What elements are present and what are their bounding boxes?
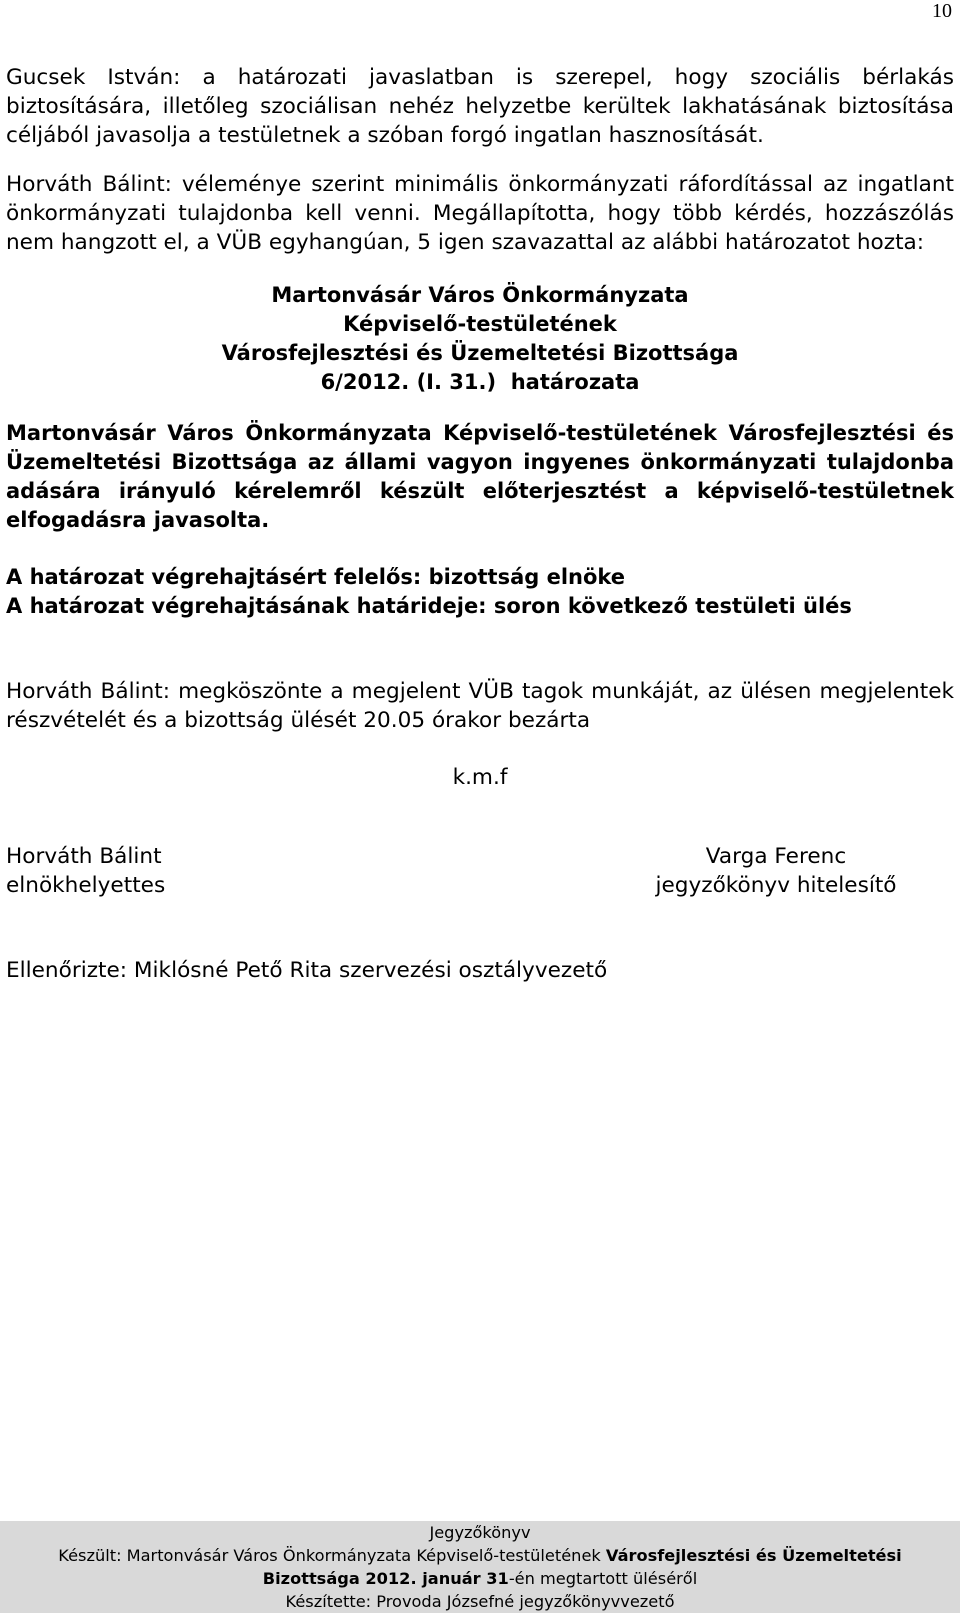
resolution-heading-line: Képviselő-testületének: [343, 312, 617, 336]
signatory-name: Varga Ferenc: [705, 844, 847, 869]
resolution-responsible: A határozat végrehajtásért felelős: bizottság elnöke: [6, 565, 626, 589]
checked-by: Ellenőrizte: Miklósné Pető Rita szervezési osztályvezető: [6, 958, 608, 983]
kmf-mark: k.m.f: [452, 765, 508, 790]
signature-block: [6, 842, 954, 900]
footer-text-bold: Bizottsága 2012. január 31: [262, 1569, 509, 1588]
paragraph-gucsek: Gucsek István: a határozati javaslatban is szerepel, hogy szociális bérlakás biztosítására, illetőleg szociálisan nehéz helyzetbe kerültek lakhatásának biztosítása céljából javasolja a testületnek a szóban forgó ingatlan hasznosítását.: [6, 65, 954, 148]
footer-title: Jegyzőkönyv: [429, 1523, 531, 1542]
signature-left: [6, 842, 165, 900]
paragraph-horvath-opinion: Horváth Bálint: véleménye szerint minimális önkormányzati ráfordítással az ingatlant önkormányzati tulajdonba kell venni. Megállapította, hogy több kérdés, hozzászólás nem hangzott el, a VÜB egyhangúan, 5 igen szavazattal az alábbi határozatot hozta:: [6, 172, 954, 255]
signatory-title: jegyzőkönyv hitelesítő: [655, 873, 897, 898]
resolution-heading-line: Martonvásár Város Önkormányzata: [271, 283, 689, 307]
footer-text-bold: Városfejlesztési és Üzemeltetési: [605, 1546, 902, 1565]
closing-paragraph: Horváth Bálint: megköszönte a megjelent VÜB tagok munkáját, az ülésen megjelentek részvételét és a bizottság ülését 20.05 órakor bezárta: [6, 679, 954, 733]
footer-prepared-by: Készítette: Provoda Józsefné jegyzőkönyvvezető: [285, 1592, 675, 1611]
resolution-body: Martonvásár Város Önkormányzata Képviselő-testületének Városfejlesztési és Üzemeltetési Bizottsága az állami vagyon ingyenes önkormányzati tulajdonba adására irányuló kérelemről készült előterjesztést a képviselő-testületnek elfogadásra javasolta.: [6, 421, 954, 532]
document-body: [6, 63, 954, 985]
footer-line: [0, 1567, 960, 1590]
page-footer: [0, 1521, 960, 1613]
resolution-deadline: A határozat végrehajtásának határideje: soron következő testületi ülés: [6, 594, 852, 618]
resolution-number: 6/2012. (I. 31.) határozata: [320, 370, 640, 394]
footer-line: [0, 1544, 960, 1567]
signature-right: [646, 842, 906, 900]
resolution-heading-line: Városfejlesztési és Üzemeltetési Bizottsága: [221, 341, 739, 365]
footer-text: Készült: Martonvásár Város Önkormányzata Képviselő-testületének: [58, 1546, 606, 1565]
resolution-heading: [6, 281, 954, 397]
signatory-title: elnökhelyettes: [6, 873, 166, 898]
signatory-name: Horváth Bálint: [6, 844, 162, 869]
page-number: 10: [932, 0, 952, 22]
footer-text: -én megtartott üléséről: [508, 1569, 698, 1588]
